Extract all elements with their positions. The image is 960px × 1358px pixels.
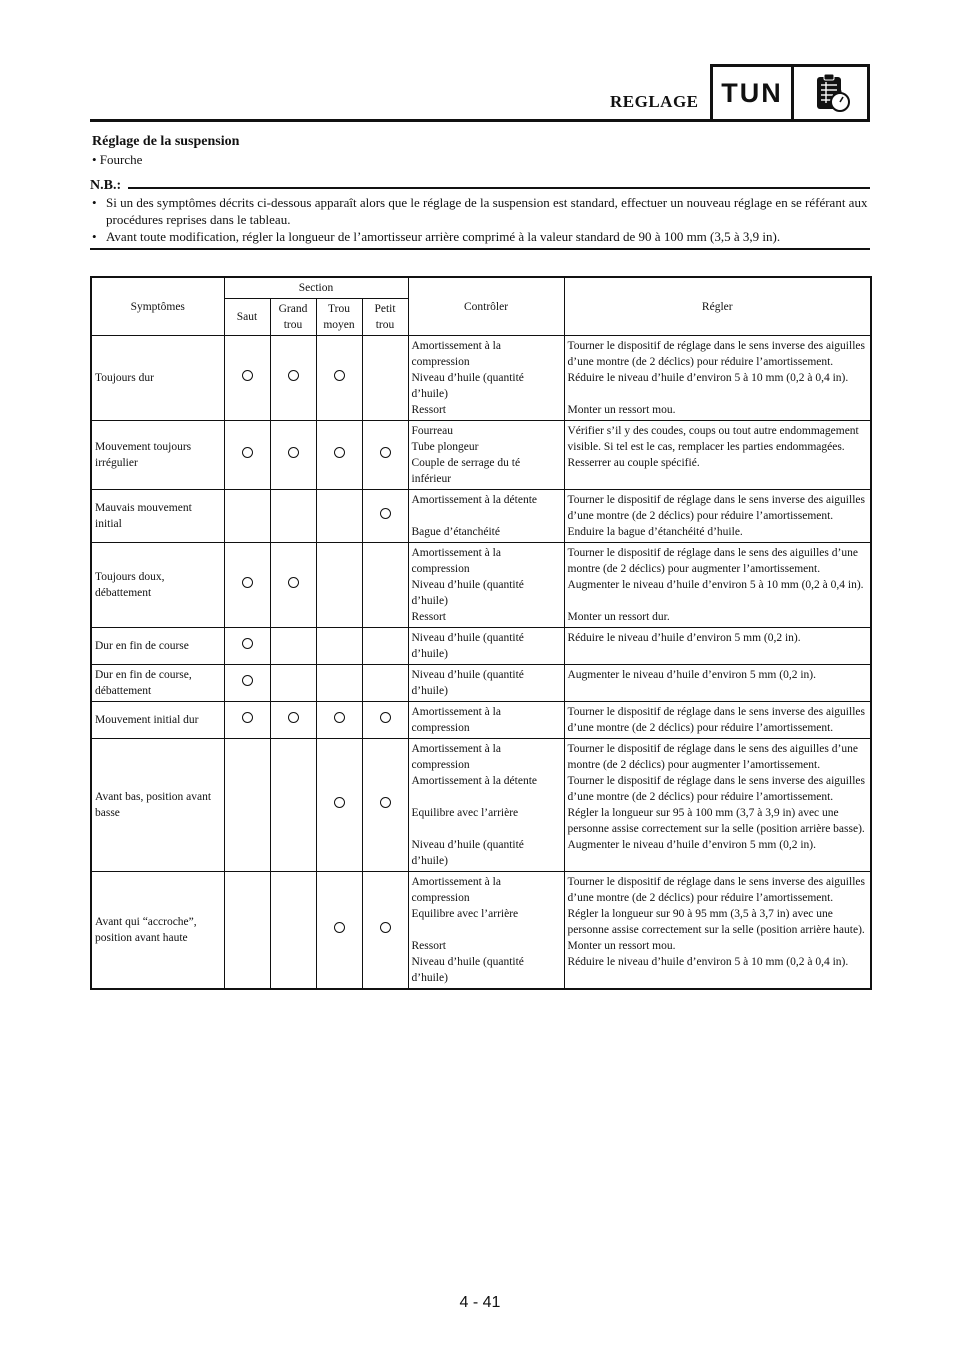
chapter-code: TUN [713,67,794,119]
section-mark-cell [316,702,362,739]
adjust-item: Monter un ressort mou. Réduire le niveau d’huile d’environ 5 à 10 mm (0,2 à 0,4 in). [567,940,849,968]
check-cell [408,490,564,543]
circle-mark-icon [380,712,391,723]
adjust-item: Régler la longueur sur 90 à 95 mm (3,5 à 3,7 in) avec une personne assise correctement sur la selle (position arrière haute). [567,908,865,936]
symptom-cell: Mouvement initial dur [91,702,224,739]
check-item: Fourreau Tube plongeur [411,425,479,453]
section-mark-cell [362,872,408,990]
circle-mark-icon [334,712,345,723]
check-cell [408,421,564,490]
adjust-item: Tourner le dispositif de réglage dans le sens inverse des aiguilles d’une montre (de 2 déclics) pour réduire l’amortissement. [567,494,865,522]
header-grand-trou: Grand trou [270,299,316,336]
check-item: Niveau d’huile (quantité d’huile) [411,839,524,867]
circle-mark-icon [380,447,391,458]
table-row [91,739,871,872]
circle-mark-icon [334,922,345,933]
section-mark-cell [316,665,362,702]
section-title: Réglage de la suspension [92,134,240,149]
section-mark-cell [224,628,270,665]
symptom-cell: Avant qui “accroche”, position avant haute [91,872,224,990]
section-mark-cell [316,336,362,421]
section-mark-cell [270,665,316,702]
check-cell [408,543,564,628]
symptom-cell: Dur en fin de course, débattement [91,665,224,702]
check-item: Amortissement à la détente [411,494,538,506]
circle-mark-icon [242,638,253,649]
section-mark-cell [316,543,362,628]
check-item: Couple de serrage du té inférieur [411,457,521,485]
check-cell [408,665,564,702]
chapter-title: REGLAGE [610,92,699,111]
table-row [91,628,871,665]
section-mark-cell [224,702,270,739]
check-item: Amortissement à la compression [411,706,501,734]
check-item: Niveau d’huile (quantité d’huile) [411,579,524,607]
note-label: N.B.: [90,178,122,193]
header-rule [90,119,710,122]
circle-mark-icon [288,370,299,381]
adjust-item: Tourner le dispositif de réglage dans le sens inverse des aiguilles d’une montre (de 2 déclics) pour réduire l’amortissement. [567,775,865,803]
check-cell [408,628,564,665]
circle-mark-icon [242,577,253,588]
symptom-cell: Toujours doux, débattement [91,543,224,628]
table-row [91,665,871,702]
check-item: Bague d’étanchéité [411,526,500,538]
adjust-item: Resserrer au couple spécifié. [567,457,700,469]
note-item: • Si un des symptômes décrits ci-dessous apparaît alors que le réglage de la suspension est standard, effectuer un nouveau réglage en se référant aux procédures reprises dans le tableau. [90,194,870,228]
check-item: Amortissement à la compression [411,743,501,771]
table-row [91,421,871,490]
note-item: • Avant toute modification, régler la longueur de l’amortisseur arrière comprimé à la valeur standard de 90 à 100 mm (3,5 à 3,9 in). [90,228,870,245]
section-mark-cell [362,490,408,543]
check-cell [408,336,564,421]
circle-mark-icon [288,447,299,458]
adjust-item: Tourner le dispositif de réglage dans le sens des aiguilles d’une montre (de 2 déclics) pour augmenter l’amortissement. [567,547,858,575]
page-header [90,62,870,124]
check-item: Equilibre avec l’arrière [411,908,519,920]
check-item: Ressort Niveau d’huile (quantité d’huile) [411,940,524,984]
check-item: Amortissement à la détente [411,775,538,787]
section-mark-cell [362,421,408,490]
adjust-cell [564,421,871,490]
section-mark-cell [316,872,362,990]
adjust-item: Augmenter le niveau d’huile d’environ 5 mm (0,2 in). [567,839,816,851]
check-item: Ressort [411,404,446,416]
adjust-item: Enduire la bague d’étanchéité d’huile. [567,526,743,538]
table-row [91,490,871,543]
section-mark-cell [224,872,270,990]
circle-mark-icon [334,370,345,381]
adjust-item: Tourner le dispositif de réglage dans le sens inverse des aiguilles d’une montre (de 2 déclics) pour réduire l’amortissement. [567,706,865,734]
circle-mark-icon [242,675,253,686]
section-mark-cell [270,702,316,739]
header-adjust: Régler [564,277,871,336]
section-mark-cell [270,490,316,543]
header-petit-trou: Petit trou [362,299,408,336]
adjust-item: Monter un ressort mou. [567,404,676,416]
check-item: Amortissement à la compression [411,547,501,575]
circle-mark-icon [288,712,299,723]
table-row [91,543,871,628]
section-mark-cell [270,336,316,421]
note-list [90,194,870,245]
section-mark-cell [270,543,316,628]
adjust-cell [564,739,871,872]
check-item: Ressort [411,611,446,623]
adjust-item: Monter un ressort dur. [567,611,670,623]
adjust-cell [564,702,871,739]
adjust-item: Augmenter le niveau d’huile d’environ 5 mm (0,2 in). [567,669,816,681]
check-cell [408,702,564,739]
table-body [91,336,871,990]
adjust-item: Augmenter le niveau d’huile d’environ 5 à 10 mm (0,2 à 0,4 in). [567,579,864,591]
adjust-cell [564,543,871,628]
section-mark-cell [362,739,408,872]
note-end-rule [90,248,870,250]
section-mark-cell [270,739,316,872]
header-symptoms: Symptômes [91,277,224,336]
chapter-tab [710,64,870,122]
section-mark-cell [224,336,270,421]
adjust-cell [564,628,871,665]
section-mark-cell [270,421,316,490]
circle-mark-icon [380,797,391,808]
check-cell [408,872,564,990]
symptom-cell: Mauvais mouvement initial [91,490,224,543]
adjust-cell [564,490,871,543]
section-mark-cell [270,872,316,990]
troubleshooting-table [90,276,872,990]
section-mark-cell [316,739,362,872]
section-mark-cell [362,628,408,665]
section-mark-cell [362,336,408,421]
table-row [91,336,871,421]
adjust-cell [564,336,871,421]
note-rule [128,187,870,189]
check-item: Amortissement à la compression [411,340,501,368]
adjust-item: Réduire le niveau d’huile d’environ 5 à 10 mm (0,2 à 0,4 in). [567,372,849,384]
check-item: Niveau d’huile (quantité d’huile) [411,372,524,400]
clipboard-stopwatch-icon [794,67,867,119]
header-trou-moyen: Trou moyen [316,299,362,336]
check-item: Niveau d’huile (quantité d’huile) [411,632,524,660]
adjust-item: Régler la longueur sur 95 à 100 mm (3,7 à 3,9 in) avec une personne assise correctement sur la selle (position arrière basse). [567,807,865,835]
section-mark-cell [270,628,316,665]
circle-mark-icon [288,577,299,588]
symptom-cell: Avant bas, position avant basse [91,739,224,872]
circle-mark-icon [242,712,253,723]
section-mark-cell [362,702,408,739]
circle-mark-icon [242,370,253,381]
adjust-item: Vérifier s’il y des coudes, coups ou tout autre endommagement visible. Si tel est le cas, remplacer les parties endommagées. [567,425,859,453]
symptom-cell: Dur en fin de course [91,628,224,665]
circle-mark-icon [380,922,391,933]
header-check: Contrôler [408,277,564,336]
adjust-item: Tourner le dispositif de réglage dans le sens inverse des aiguilles d’une montre (de 2 déclics) pour réduire l’amortissement. [567,340,865,368]
adjust-item: Tourner le dispositif de réglage dans le sens inverse des aiguilles d’une montre (de 2 déclics) pour réduire l’amortissement. [567,876,865,904]
circle-mark-icon [242,447,253,458]
section-mark-cell [224,490,270,543]
section-mark-cell [362,543,408,628]
section-mark-cell [362,665,408,702]
section-mark-cell [224,421,270,490]
section-mark-cell [316,421,362,490]
section-subtitle: • Fourche [92,152,143,167]
adjust-item: Réduire le niveau d’huile d’environ 5 mm (0,2 in). [567,632,801,644]
check-item: Equilibre avec l’arrière [411,807,519,819]
section-mark-cell [224,739,270,872]
check-item: Amortissement à la compression [411,876,501,904]
header-saut: Saut [224,299,270,336]
check-cell [408,739,564,872]
section-mark-cell [224,665,270,702]
adjust-cell [564,872,871,990]
table-row [91,872,871,990]
check-item: Niveau d’huile (quantité d’huile) [411,669,524,697]
symptom-cell: Mouvement toujours irrégulier [91,421,224,490]
header-section: Section [224,277,408,299]
circle-mark-icon [334,447,345,458]
section-mark-cell [224,543,270,628]
circle-mark-icon [380,508,391,519]
section-mark-cell [316,628,362,665]
adjust-item: Tourner le dispositif de réglage dans le sens des aiguilles d’une montre (de 2 déclics) pour augmenter l’amortissement. [567,743,858,771]
adjust-cell [564,665,871,702]
symptom-cell: Toujours dur [91,336,224,421]
section-mark-cell [316,490,362,543]
page-number: 4 - 41 [459,1294,501,1311]
circle-mark-icon [334,797,345,808]
table-row [91,702,871,739]
